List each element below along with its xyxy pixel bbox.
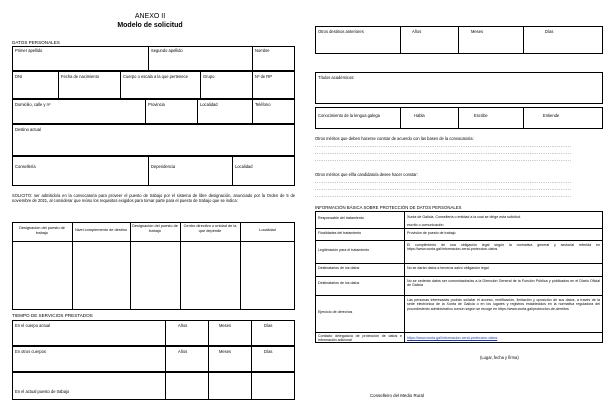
dotted-line: ............................................................................................................................................. — [315, 193, 572, 198]
divider — [145, 99, 146, 124]
lopd-key-3: Destinatarios de los datos — [318, 266, 360, 270]
label-provincia: Provincia — [148, 102, 165, 107]
label-meritos-candidato: Otros méritos que el/la candidato/a desee hacer constar: — [315, 172, 418, 177]
divider — [251, 372, 252, 400]
lopd-key-4: Destinatarios de los datos — [318, 281, 360, 285]
label-dias-1: Días — [264, 323, 273, 328]
lopd-key-6: Contacto delegado/a de protección de datos e información adicional — [318, 334, 402, 343]
divider — [251, 346, 252, 372]
divider — [208, 346, 209, 372]
label-otros-cuerpos: En otros cuerpos — [15, 349, 46, 354]
dotted-line: ............................................................................................................................................. — [315, 150, 572, 155]
lopd-key-1: Finalidades del tratamiento — [318, 231, 362, 235]
divider — [252, 99, 253, 124]
divider — [232, 156, 233, 186]
solicito-text: SOLICITO: ser admitido/a en la convocatoria para proveer el puesto de trabajo por el sistema de libre designación, anunciado por la Orden de 5 de noviembre de 2021, al considerar que reúno los requisitos exigidos para tomar parte para el puesto de trabajo que se indica: — [12, 193, 295, 204]
section-proteccion-datos: INFORMACIÓN BÁSICA SOBRE PROTECCIÓN DE DATOS PERSONALES — [315, 205, 462, 210]
label-meses-1: Meses — [219, 323, 232, 328]
th-centro-directivo: Centro directivo o unidad de la que depende — [183, 223, 237, 233]
divider — [197, 99, 198, 124]
lopd-value-2: El cumplimiento de una obligación legal según la normativa general y sectorial referida en https://www.xunta.gal/informacion-xeral-proteccion-datos — [407, 243, 600, 252]
label-fecha-nacimiento: Fecha de nacimiento — [61, 74, 100, 79]
destino-actual-box — [12, 124, 295, 156]
th-nivel-complemento: Nivel complemento de destino — [74, 227, 128, 232]
lopd-key-2: Legitimación para el tratamiento — [318, 248, 370, 252]
th-designacion-puesto: Designación del puesto de trabajo — [19, 225, 65, 235]
divider — [251, 320, 252, 346]
lopd-value-0: Xunta de Galicia. Consellería o entidad a la cual se dirige esta solicitud. — [407, 215, 522, 219]
servicios-row-2 — [12, 346, 295, 372]
lopd-key-5: Ejercicio de derechos — [318, 310, 353, 314]
label-cuerpo-actual: En el cuerpo actual — [15, 323, 51, 328]
label-localidad2: Localidad — [235, 164, 253, 169]
divider — [165, 346, 166, 372]
label-lengua-galega: Conocimiento de la lengua galega — [318, 113, 380, 118]
label-segundo-apellido: Segundo apellido — [151, 48, 183, 53]
lengua-galega-box — [315, 107, 603, 129]
section-tiempo-servicios: TIEMPO DE SERVICIOS PRESTADOS — [12, 313, 93, 318]
label-anos-1: Años — [178, 323, 188, 328]
label-meritos-bases: Otros méritos que deben hacerse constar de acuerdo con las bases de la convocatoria: — [315, 136, 474, 141]
footer-conselleiro: Conselleiro del Medio Rural — [370, 393, 424, 398]
label-grupo: Grupo — [203, 74, 215, 79]
divider — [315, 240, 603, 241]
lugar-fecha-firma: (Lugar, fecha y firma) — [480, 355, 519, 360]
divider — [458, 107, 459, 129]
divider — [120, 71, 121, 99]
lopd-value-0b: escrito o comunicación — [407, 223, 444, 227]
label-localidad: Localidad — [200, 102, 218, 107]
label-dias-destinos: Días — [545, 29, 554, 34]
divider — [252, 71, 253, 99]
divider — [400, 26, 401, 54]
label-meses-destinos: Meses — [471, 29, 484, 34]
label-domicilio: Domicilio, calle y nº — [15, 102, 51, 107]
section-datos-personales: DATOS PERSONALES — [12, 40, 60, 45]
label-actual-puesto: En el actual puesto de trabajo — [15, 389, 70, 394]
dotted-line: ............................................................................................................................................. — [315, 143, 572, 148]
label-cuerpo-escala: Cuerpo o escala a la que pertenece — [123, 74, 188, 79]
document-title — [0, 12, 300, 30]
dotted-line: ............................................................................................................................................. — [315, 157, 572, 162]
label-meses-2: Meses — [219, 349, 232, 354]
label-conselleria: Consellería — [15, 164, 36, 169]
divider — [165, 372, 166, 400]
divider — [165, 320, 166, 346]
consellaria-row-box — [12, 156, 295, 186]
divider — [252, 46, 253, 71]
servicios-row-3 — [12, 372, 295, 400]
divider — [315, 276, 603, 277]
label-destino-actual: Destino actual — [15, 127, 41, 132]
th-designacion-destino: Designación del puesto de trabajo — [132, 223, 178, 233]
label-escribe: Escribe — [474, 113, 488, 118]
th-localidad: Localidad — [259, 227, 276, 232]
divider — [458, 26, 459, 54]
title-text: Modelo de solicitud — [117, 22, 183, 29]
annex-label: ANEXO II — [134, 13, 166, 20]
divider — [523, 26, 524, 54]
label-titulos-academicos: Títulos académicos: — [318, 75, 355, 80]
divider — [240, 222, 241, 310]
label-anos-destinos: Años — [412, 29, 422, 34]
divider — [315, 332, 603, 333]
label-telefono: Teléfono — [255, 102, 271, 107]
divider — [400, 107, 401, 129]
divider — [148, 46, 149, 71]
divider — [315, 263, 603, 264]
lopd-key-0: Responsable del tratamiento — [318, 216, 364, 220]
divider — [130, 222, 131, 310]
label-primer-apellido: Primer apellido — [15, 48, 43, 53]
label-dias-2: Días — [264, 349, 273, 354]
label-nombre: Nombre — [255, 48, 270, 53]
label-entiende: Entiende — [543, 113, 560, 118]
label-anos-2: Años — [178, 349, 188, 354]
divider — [148, 156, 149, 186]
divider — [315, 228, 603, 229]
divider — [523, 107, 524, 129]
label-habla: Habla — [414, 113, 425, 118]
label-otros-destinos: Otros destinos anteriores — [318, 29, 364, 34]
label-nrp: Nº de RP — [255, 74, 272, 79]
divider — [208, 320, 209, 346]
lopd-value-6-link[interactable]: https://www.xunta.gal/informacion-xeral-proteccion-datos — [407, 336, 498, 340]
lopd-value-1: Provisión de puesto de trabajo — [407, 231, 456, 235]
dotted-line: ............................................................................................................................................. — [315, 179, 572, 184]
label-dni: DNI — [15, 74, 23, 79]
divider — [404, 211, 405, 343]
label-dependencia: Dependencia — [151, 164, 176, 169]
dotted-line: ............................................................................................................................................. — [315, 186, 572, 191]
divider — [208, 372, 209, 400]
lopd-value-5: Las personas interesadas podrán solicitar el acceso, rectificación, limitación y oposición de sus datos, a través de la sede electrónica de la Xunta de Galicia o en los lugares y registros establecidos en la normativa reguladora del procedimiento administrativo común según se recoge en https://www.xunta.gal/proteccion-de-dereitos — [407, 298, 600, 311]
divider — [58, 71, 59, 99]
divider — [200, 71, 201, 99]
lopd-value-4: No se cederán datos ser comunicados/as a la Dirección General de la Función Pública y publicados en el Diario Oficial de Galicia — [407, 279, 600, 288]
divider — [180, 222, 181, 310]
divider — [315, 295, 603, 296]
lopd-value-3: No se darán datos a terceros salvo obligación legal. — [407, 266, 490, 270]
titulos-academicos-box — [315, 72, 603, 104]
divider — [72, 222, 73, 310]
servicios-row-1 — [12, 320, 295, 346]
